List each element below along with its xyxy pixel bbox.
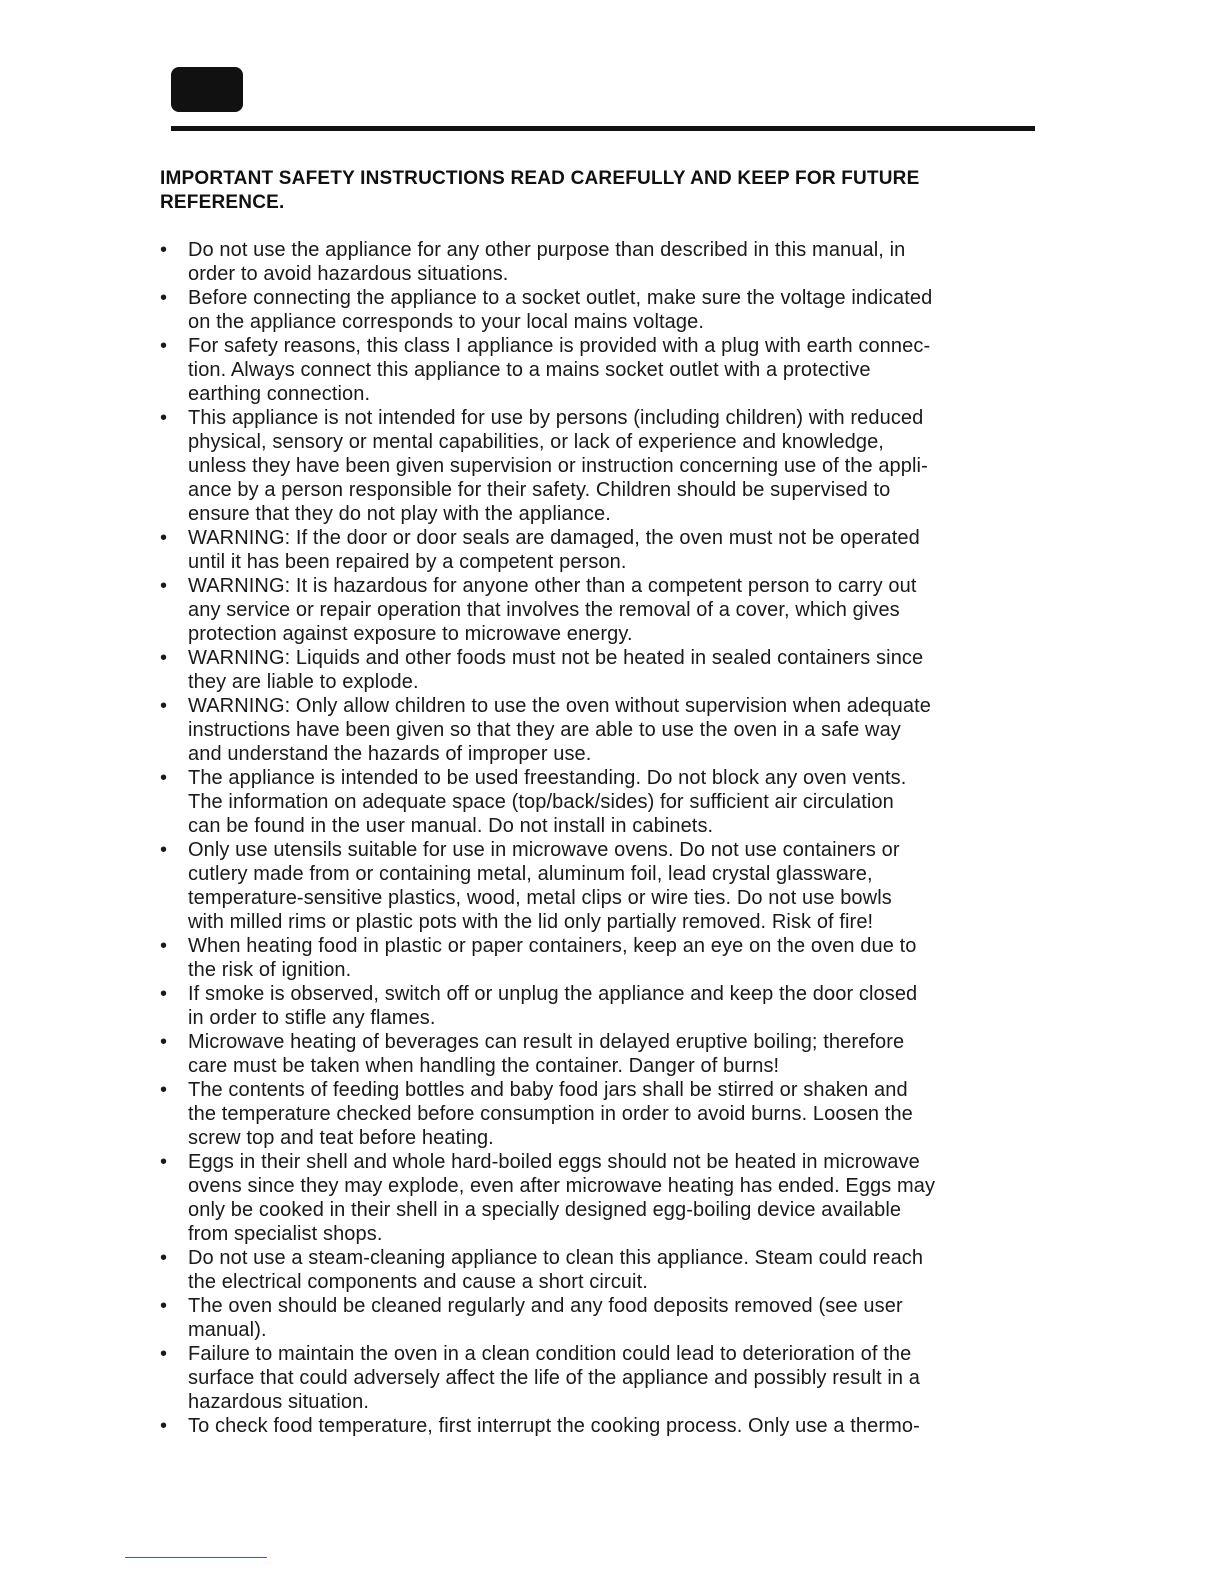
bullet-icon: • (160, 335, 168, 357)
list-item (160, 1246, 1080, 1294)
list-item-text: WARNING: Liquids and other foods must not be heated in sealed containers since they are liable to explode. (188, 647, 924, 693)
list-item-text: When heating food in plastic or paper containers, keep an eye on the oven due to the risk of ignition. (188, 935, 917, 981)
bullet-icon: • (160, 983, 168, 1005)
safety-heading: IMPORTANT SAFETY INSTRUCTIONS READ CAREFULLY AND KEEP FOR FUTURE REFERENCE. (160, 168, 920, 213)
bullet-icon: • (160, 1031, 168, 1053)
bullet-icon: • (160, 695, 168, 717)
bullet-icon: • (160, 935, 168, 957)
bullet-icon: • (160, 527, 168, 549)
list-item-text: To check food temperature, first interrupt the cooking process. Only use a thermo- (188, 1415, 920, 1437)
list-item (160, 1342, 1080, 1414)
language-tab (171, 67, 243, 112)
bullet-icon: • (160, 575, 168, 597)
safety-instructions-list (160, 238, 1080, 1438)
list-item (160, 1078, 1080, 1150)
list-item-text: Eggs in their shell and whole hard-boiled eggs should not be heated in microwave ovens since they may explode, even after microwave heating has ended. Eggs may only be cooked in their shell in a specially designed egg-boiling device available from specialist shops. (188, 1151, 936, 1245)
bullet-icon: • (160, 647, 168, 669)
list-item (160, 1150, 1080, 1246)
bullet-icon: • (160, 1079, 168, 1101)
list-item-text: Do not use the appliance for any other purpose than described in this manual, in order to avoid hazardous situations. (188, 239, 906, 285)
bullet-icon: • (160, 239, 168, 261)
list-item (160, 934, 1080, 982)
list-item (160, 238, 1080, 286)
list-item (160, 574, 1080, 646)
header-rule (171, 126, 1035, 131)
list-item-text: This appliance is not intended for use by persons (including children) with reduced physical, sensory or mental capabilities, or lack of experience and knowledge, unless they have been given supervision or instruction concerning use of the appli- ance by a person responsible for their safety. Children should be supervised to ensure that they do not play with the appliance. (188, 407, 928, 525)
list-item (160, 838, 1080, 934)
bullet-icon: • (160, 287, 168, 309)
bullet-icon: • (160, 1151, 168, 1173)
bullet-icon: • (160, 1247, 168, 1269)
list-item-text: Failure to maintain the oven in a clean condition could lead to deterioration of the surface that could adversely affect the life of the appliance and possibly result in a hazardous situation. (188, 1343, 920, 1413)
list-item-text: The appliance is intended to be used freestanding. Do not block any oven vents. The information on adequate space (top/back/sides) for sufficient air circulation can be found in the user manual. Do not install in cabinets. (188, 767, 907, 837)
list-item (160, 406, 1080, 526)
list-item (160, 1294, 1080, 1342)
bullet-icon: • (160, 1343, 168, 1365)
list-item (160, 1414, 1080, 1438)
bullet-icon: • (160, 767, 168, 789)
bullet-icon: • (160, 839, 168, 861)
list-item (160, 694, 1080, 766)
bullet-icon: • (160, 1295, 168, 1317)
bullet-icon: • (160, 407, 168, 429)
list-item-text: For safety reasons, this class I appliance is provided with a plug with earth connec- tion. Always connect this appliance to a mains socket outlet with a protective earthing connection. (188, 335, 931, 405)
list-item-text: WARNING: If the door or door seals are damaged, the oven must not be operated until it has been repaired by a competent person. (188, 527, 920, 573)
list-item (160, 286, 1080, 334)
list-item (160, 526, 1080, 574)
list-item (160, 766, 1080, 838)
list-item-text: Before connecting the appliance to a socket outlet, make sure the voltage indicated on the appliance corresponds to your local mains voltage. (188, 287, 933, 333)
list-item-text: WARNING: Only allow children to use the oven without supervision when adequate instructions have been given so that they are able to use the oven in a safe way and understand the hazards of improper use. (188, 695, 931, 765)
list-item-text: WARNING: It is hazardous for anyone other than a competent person to carry out any service or repair operation that involves the removal of a cover, which gives protection against exposure to microwave energy. (188, 575, 917, 645)
bullet-icon: • (160, 1415, 168, 1437)
list-item (160, 982, 1080, 1030)
list-item (160, 646, 1080, 694)
list-item (160, 334, 1080, 406)
list-item-text: Microwave heating of beverages can result in delayed eruptive boiling; therefore care must be taken when handling the container. Danger of burns! (188, 1031, 905, 1077)
list-item-text: If smoke is observed, switch off or unplug the appliance and keep the door closed in order to stifle any flames. (188, 983, 918, 1029)
list-item (160, 1030, 1080, 1078)
list-item-text: The oven should be cleaned regularly and any food deposits removed (see user manual). (188, 1295, 903, 1341)
list-item-text: Only use utensils suitable for use in microwave ovens. Do not use containers or cutlery made from or containing metal, aluminum foil, lead crystal glassware, temperature-sensitive plastics, wood, metal clips or wire ties. Do not use bowls with milled rims or plastic pots with the lid only partially removed. Risk of fire! (188, 839, 900, 933)
list-item-text: The contents of feeding bottles and baby food jars shall be stirred or shaken and the temperature checked before consumption in order to avoid burns. Loosen the screw top and teat before heating. (188, 1079, 913, 1149)
list-item-text: Do not use a steam-cleaning appliance to clean this appliance. Steam could reach the electrical components and cause a short circuit. (188, 1247, 924, 1293)
footer-link-underline (125, 1557, 267, 1558)
